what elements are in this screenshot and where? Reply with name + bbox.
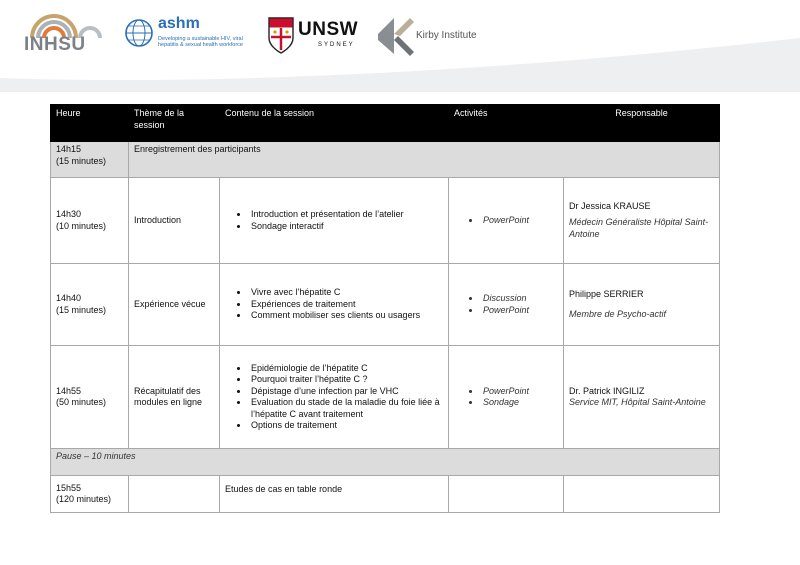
list-item: • Discussion [481, 293, 558, 305]
responsable-cell [564, 346, 720, 449]
inhsu-name: INHSU [24, 34, 86, 55]
list-item: • Expériences de traitement [249, 299, 443, 311]
list-item: • PowerPoint [481, 305, 558, 317]
header-heure: Heure [51, 105, 129, 142]
list-item: • Comment mobiliser ses clients ou usagers [249, 310, 443, 322]
list-item: • Vivre avec l’hépatite C [249, 287, 443, 299]
content-cell: Etudes de cas en table ronde [220, 476, 449, 513]
time-cell [51, 178, 129, 264]
time-cell [51, 346, 129, 449]
list-item: • Pourquoi traiter l’hépatite C ? [249, 374, 443, 386]
pause-cell: Pause – 10 minutes [51, 449, 720, 476]
content-list [225, 209, 443, 232]
activities-list [454, 215, 558, 227]
theme-cell: Récapitulatif des modules en ligne [129, 346, 220, 449]
responsable-role: Service MIT, Hôpital Saint-Antoine [569, 397, 706, 407]
unsw-logo [268, 16, 364, 56]
merged-cell: Enregistrement des participants [129, 142, 720, 178]
content-cell [220, 264, 449, 346]
header-responsable: Responsable [564, 105, 720, 142]
table-row [51, 142, 720, 178]
header-banner [0, 0, 800, 92]
time-cell [51, 142, 129, 178]
content-list [225, 363, 443, 432]
agenda-table [50, 104, 720, 513]
unsw-sydney: SYDNEY [318, 42, 355, 48]
theme-cell [129, 476, 220, 513]
theme-cell: Expérience vécue [129, 264, 220, 346]
ashm-name: ashm [158, 15, 200, 32]
header-theme: Thème de la session [129, 105, 220, 142]
responsable-cell [564, 264, 720, 346]
responsable-name: Dr. Patrick INGILIZ [569, 385, 645, 396]
table-header-row [51, 105, 720, 142]
list-item: • Epidémiologie de l’hépatite C [249, 363, 443, 375]
header-contenu: Contenu de la session [220, 105, 449, 142]
kirby-logo [376, 16, 486, 56]
unsw-crest-icon [268, 16, 294, 54]
ashm-tagline: Developing a sustainable HIV, viral hepatitis & sexual health workforce [158, 36, 243, 48]
header-activites: Activités [449, 105, 564, 142]
activities-list [454, 386, 558, 409]
time: 15h55 [56, 482, 82, 493]
pause-row [51, 449, 720, 476]
table-row [51, 476, 720, 513]
ashm-globe-icon [124, 17, 154, 49]
duration: (10 minutes) [56, 220, 107, 231]
responsable-name: Dr Jessica KRAUSE [569, 200, 651, 211]
time-cell [51, 476, 129, 513]
kirby-name: Kirby Institute [416, 30, 477, 41]
time: 14h40 [56, 293, 82, 303]
duration: (50 minutes) [56, 397, 107, 407]
responsable-name: Philippe SERRIER [569, 288, 644, 299]
table-row [51, 178, 720, 264]
list-item: • PowerPoint [481, 386, 558, 398]
activities-cell [449, 264, 564, 346]
responsable-role: Médecin Généraliste Hôpital Saint-Antoine [569, 217, 709, 239]
time: 14h30 [56, 209, 82, 219]
list-item: • Sondage [481, 397, 558, 409]
activities-list [454, 293, 558, 316]
content-list [225, 287, 443, 322]
inhsu-logo [24, 14, 106, 60]
responsable-role: Membre de Psycho-actif [569, 309, 667, 319]
content-cell [220, 178, 449, 264]
activities-cell [449, 476, 564, 513]
ashm-logo [124, 17, 259, 55]
duration: (15 minutes) [56, 304, 107, 315]
content-cell [220, 346, 449, 449]
duration: (120 minutes) [56, 494, 112, 504]
kirby-k-icon [376, 16, 416, 56]
list-item: • Dépistage d’une infection par le VHC [249, 386, 443, 398]
list-item: • Sondage interactif [249, 221, 443, 233]
list-item: • Evaluation du stade de la maladie du foie liée à l’hépatite C avant traitement [249, 397, 443, 420]
table-row [51, 346, 720, 449]
responsable-cell [564, 476, 720, 513]
list-item: • Introduction et présentation de l’atelier [249, 209, 443, 221]
responsable-cell [564, 178, 720, 264]
list-item: • PowerPoint [481, 215, 558, 227]
activities-cell [449, 178, 564, 264]
theme-cell: Introduction [129, 178, 220, 264]
list-item: • Options de traitement [249, 420, 443, 432]
unsw-name: UNSW [298, 19, 359, 40]
activities-cell [449, 346, 564, 449]
duration: (15 minutes) [56, 155, 107, 166]
time: 14h55 [56, 385, 82, 396]
time: 14h15 [56, 144, 82, 154]
table-row [51, 264, 720, 346]
time-cell [51, 264, 129, 346]
